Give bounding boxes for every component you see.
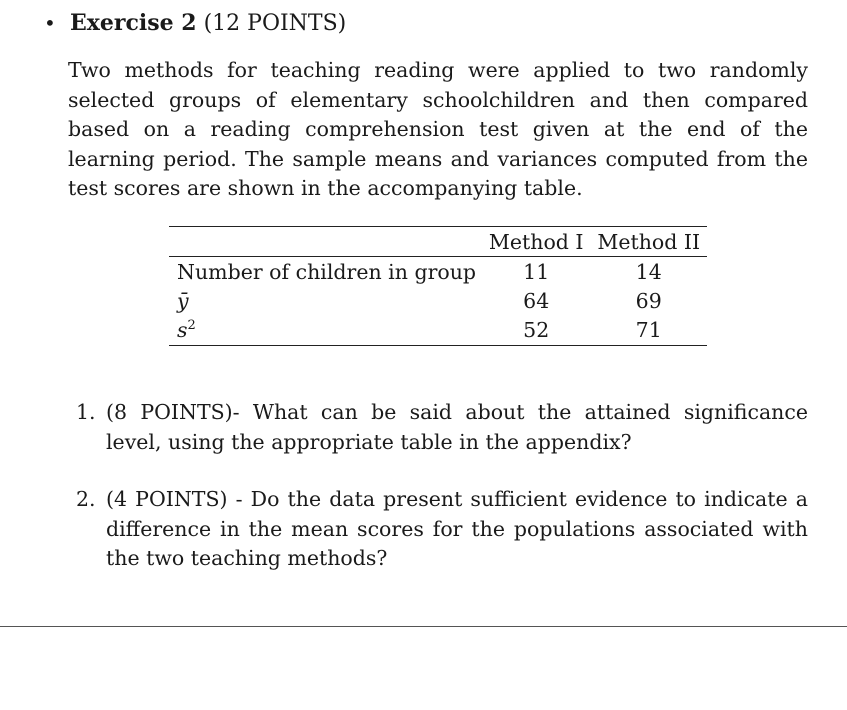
cell-variance-method-1: 52 xyxy=(482,316,590,346)
list-item xyxy=(76,485,808,574)
intro-paragraph: Two methods for teaching reading were applied to two randomly selected groups of elementary schoolchildren and then compared based on a reading comprehension test given at the end of the learning period. The sample means and variances computed from the test scores are shown in the accompanying table. xyxy=(68,58,808,201)
question-text-1: (8 POINTS)- What can be said about the attained significance level, using the appropriate table in the appendix? xyxy=(106,400,808,454)
cell-children-method-1: 11 xyxy=(523,259,550,284)
table-header-row xyxy=(169,227,707,257)
variance-symbol: s xyxy=(177,318,188,342)
exercise-points: (12 POINTS) xyxy=(203,11,347,36)
row-label-variance xyxy=(169,316,482,346)
table-row xyxy=(169,257,707,287)
cell-mean-method-1: 64 xyxy=(523,288,550,313)
variance-exponent: 2 xyxy=(187,318,196,334)
cell-mean-method-2: 69 xyxy=(635,288,662,313)
table-row xyxy=(169,286,707,316)
row-label-children: Number of children in group xyxy=(177,259,477,284)
table-row xyxy=(169,316,707,346)
question-list xyxy=(76,398,808,574)
column-header-method-1: Method I xyxy=(482,227,590,257)
exercise-title: Exercise 2 xyxy=(70,10,197,36)
cell-children-method-2: 14 xyxy=(635,259,662,284)
column-header-method-2: Method II xyxy=(590,227,707,257)
cell-variance-method-2: 71 xyxy=(590,316,707,346)
table-corner-cell xyxy=(169,227,482,257)
exercise-heading xyxy=(44,8,346,39)
horizontal-divider xyxy=(0,626,847,627)
question-number-1: 1. xyxy=(76,400,96,424)
bullet-icon: • xyxy=(44,11,56,35)
list-item xyxy=(76,398,808,457)
scores-table xyxy=(169,226,707,346)
question-text-2: (4 POINTS) - Do the data present sufficient evidence to indicate a difference in the mean scores for the populations associated with the two teaching methods? xyxy=(106,487,808,571)
question-number-2: 2. xyxy=(76,487,96,512)
row-label-mean: ȳ xyxy=(177,288,189,313)
